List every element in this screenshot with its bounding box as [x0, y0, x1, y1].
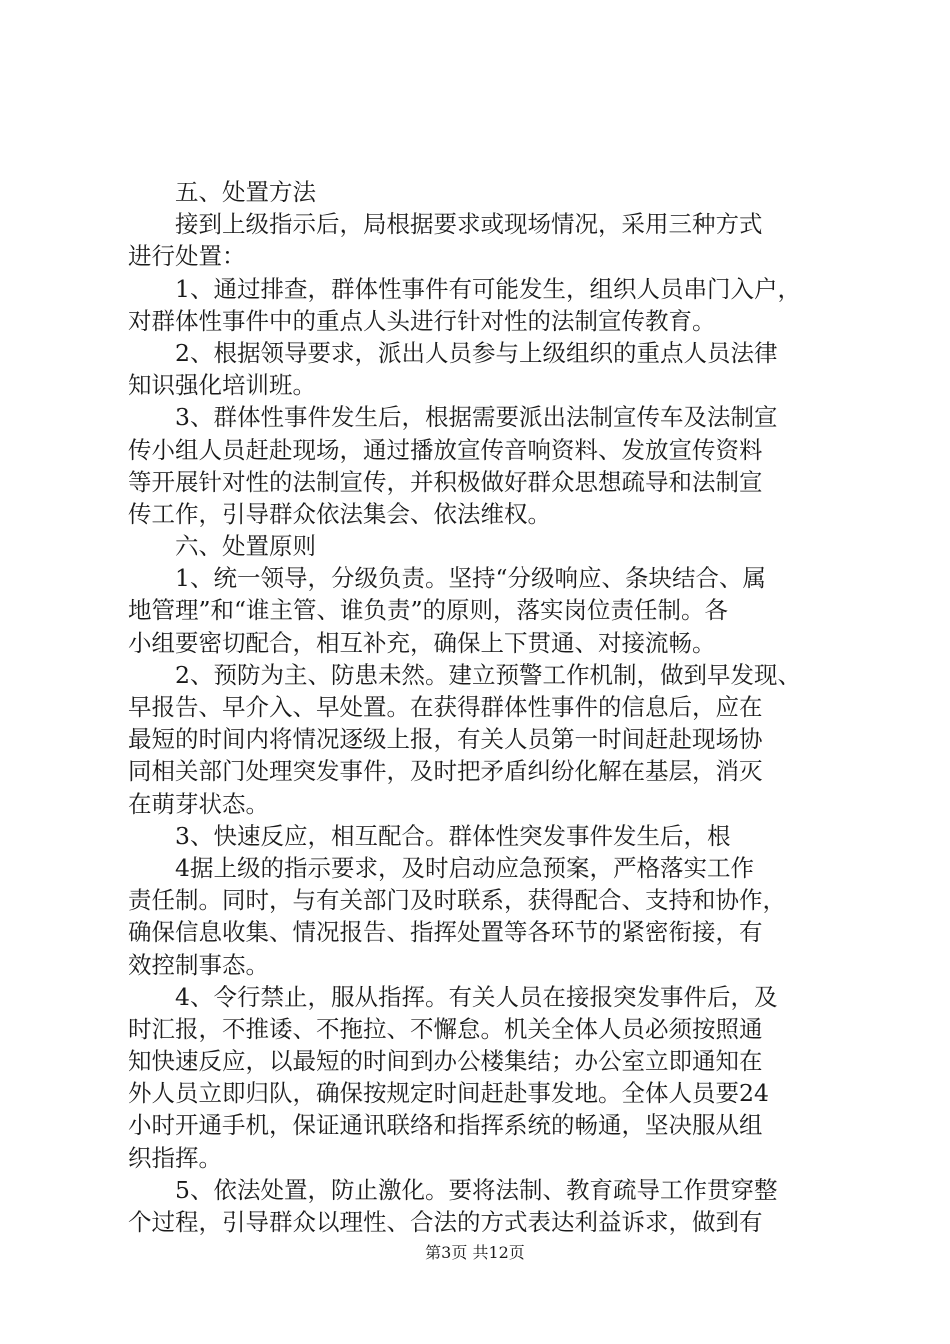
text-line: 知快速反应，以最短的时间到办公楼集结；办公室立即通知在 [128, 1047, 763, 1076]
text-line: 进行处置： [128, 242, 246, 271]
text-line: 时汇报，不推诿、不拖拉、不懈怠。机关全体人员必须按照通 [128, 1014, 763, 1043]
text-line: 1、通过排查，群体性事件有可能发生，组织人员串门入户， [128, 274, 801, 303]
text-line: 织指挥。 [128, 1143, 222, 1172]
text-line: 3、快速反应，相互配合。群体性突发事件发生后，根 [128, 821, 731, 850]
text-line: 5、依法处置，防止激化。要将法制、教育疏导工作贯穿整 [128, 1175, 778, 1204]
page-footer: 第3页 共12页 [425, 1243, 525, 1262]
text-line: 责任制。同时，与有关部门及时联系，获得配合、支持和协作， [128, 886, 786, 915]
text-line: 4、令行禁止，服从指挥。有关人员在接报突发事件后，及 [128, 982, 778, 1011]
text-line: 同相关部门处理突发事件，及时把矛盾纠纷化解在基层，消灭 [128, 757, 763, 786]
text-line: 4据上级的指示要求，及时启动应急预案，严格落实工作 [128, 853, 754, 882]
text-line: 小组要密切配合，相互补充，确保上下贯通、对接流畅。 [128, 628, 716, 657]
text-line: 地管理”和“谁主管、谁负责”的原则，落实岗位责任制。各 [128, 596, 729, 625]
text-line: 接到上级指示后，局根据要求或现场情况，采用三种方式 [128, 210, 763, 239]
text-line: 传工作，引导群众依法集会、依法维权。 [128, 499, 551, 528]
text-line: 对群体性事件中的重点人头进行针对性的法制宣传教育。 [128, 306, 716, 335]
document-body [128, 176, 828, 1238]
text-line: 确保信息收集、情况报告、指挥处置等各环节的紧密衔接，有 [128, 918, 763, 947]
text-line: 知识强化培训班。 [128, 371, 316, 400]
text-line: 在萌芽状态。 [128, 789, 269, 818]
text-line: 传小组人员赶赴现场，通过播放宣传音响资料、发放宣传资料 [128, 435, 763, 464]
text-line: 效控制事态。 [128, 950, 269, 979]
text-line: 早报告、早介入、早处置。在获得群体性事件的信息后，应在 [128, 693, 763, 721]
text-line: 最短的时间内将情况逐级上报，有关人员第一时间赶赴现场协 [128, 725, 763, 754]
text-line: 外人员立即归队，确保按规定时间赶赴事发地。全体人员要24 [128, 1079, 769, 1108]
text-line: 五、处置方法 [128, 178, 316, 206]
text-line: 2、根据领导要求，派出人员参与上级组织的重点人员法律 [128, 338, 778, 367]
text-line: 1、统一领导，分级负责。坚持“分级响应、条块结合、属 [128, 564, 766, 593]
text-line: 等开展针对性的法制宣传，并积极做好群众思想疏导和法制宣 [128, 467, 763, 496]
text-line: 小时开通手机，保证通讯联络和指挥系统的畅通，坚决服从组 [128, 1111, 763, 1140]
text-line: 个过程，引导群众以理性、合法的方式表达利益诉求，做到有 [128, 1208, 763, 1236]
text-line: 2、预防为主、防患未然。建立预警工作机制，做到早发现、 [128, 660, 801, 689]
text-line: 3、群体性事件发生后，根据需要派出法制宣传车及法制宣 [128, 403, 778, 432]
text-line: 六、处置原则 [128, 532, 316, 561]
